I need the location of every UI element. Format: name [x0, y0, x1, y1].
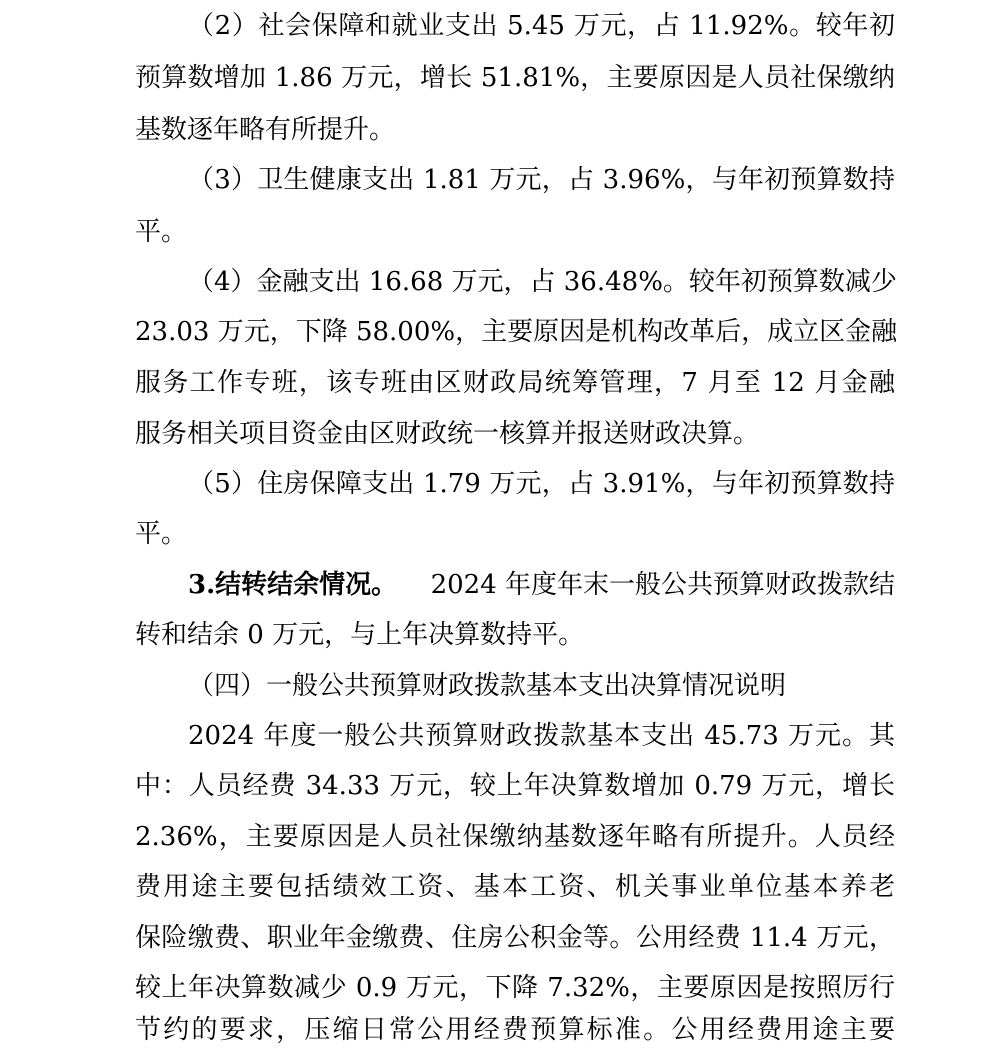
paragraph-health-line-2: 平。 [135, 217, 188, 247]
paragraph-basic-expenditure-line-1: 2024 年度一般公共预算财政拨款基本支出 45.73 万元。其 [188, 721, 895, 751]
section-heading-basic-expenditure: （四）一般公共预算财政拨款基本支出决算情况说明 [188, 671, 787, 701]
paragraph-basic-expenditure-line-3: 2.36%，主要原因是人员社保缴纳基数逐年略有所提升。人员经 [135, 822, 895, 852]
paragraph-finance-line-4: 服务相关项目资金由区财政统一核算并报送财政决算。 [135, 419, 760, 449]
paragraph-carryover-line-1 [188, 559, 895, 611]
paragraph-basic-expenditure-line-7: 节约的要求，压缩日常公用经费预算标准。公用经费用途主要 [135, 1015, 895, 1045]
paragraph-carryover-line-2: 转和结余 0 万元，与上年决算数持平。 [135, 620, 585, 650]
paragraph-social-security-line-3: 基数逐年略有所提升。 [135, 115, 396, 145]
paragraph-finance-line-1: （4）金融支出 16.68 万元，占 36.48%。较年初预算数减少 [188, 267, 897, 297]
paragraph-health-line-1: （3）卫生健康支出 1.81 万元，占 3.96%，与年初预算数持 [188, 165, 895, 195]
paragraph-basic-expenditure-line-6: 较上年决算数减少 0.9 万元，下降 7.32%，主要原因是按照厉行 [135, 973, 895, 1003]
paragraph-finance-line-2: 23.03 万元，下降 58.00%，主要原因是机构改革后，成立区金融 [135, 317, 898, 347]
paragraph-housing-line-1: （5）住房保障支出 1.79 万元，占 3.91%，与年初预算数持 [188, 469, 895, 499]
paragraph-finance-line-3: 服务工作专班，该专班由区财政局统筹管理，7 月至 12 月金融 [135, 368, 895, 398]
carryover-heading: 3.结转结余情况。 [188, 570, 398, 600]
paragraph-basic-expenditure-line-4: 费用途主要包括绩效工资、基本工资、机关事业单位基本养老 [135, 872, 895, 902]
paragraph-social-security-line-1: （2）社会保障和就业支出 5.45 万元，占 11.92%。较年初 [188, 11, 895, 41]
paragraph-basic-expenditure-line-2: 中：人员经费 34.33 万元，较上年决算数增加 0.79 万元，增长 [135, 771, 895, 801]
carryover-text: 2024 年度年末一般公共预算财政拨款结 [430, 570, 895, 600]
paragraph-basic-expenditure-line-5: 保险缴费、职业年金缴费、住房公积金等。公用经费 11.4 万元， [135, 923, 895, 953]
paragraph-housing-line-2: 平。 [135, 519, 188, 549]
paragraph-social-security-line-2: 预算数增加 1.86 万元，增长 51.81%，主要原因是人员社保缴纳 [135, 63, 895, 93]
